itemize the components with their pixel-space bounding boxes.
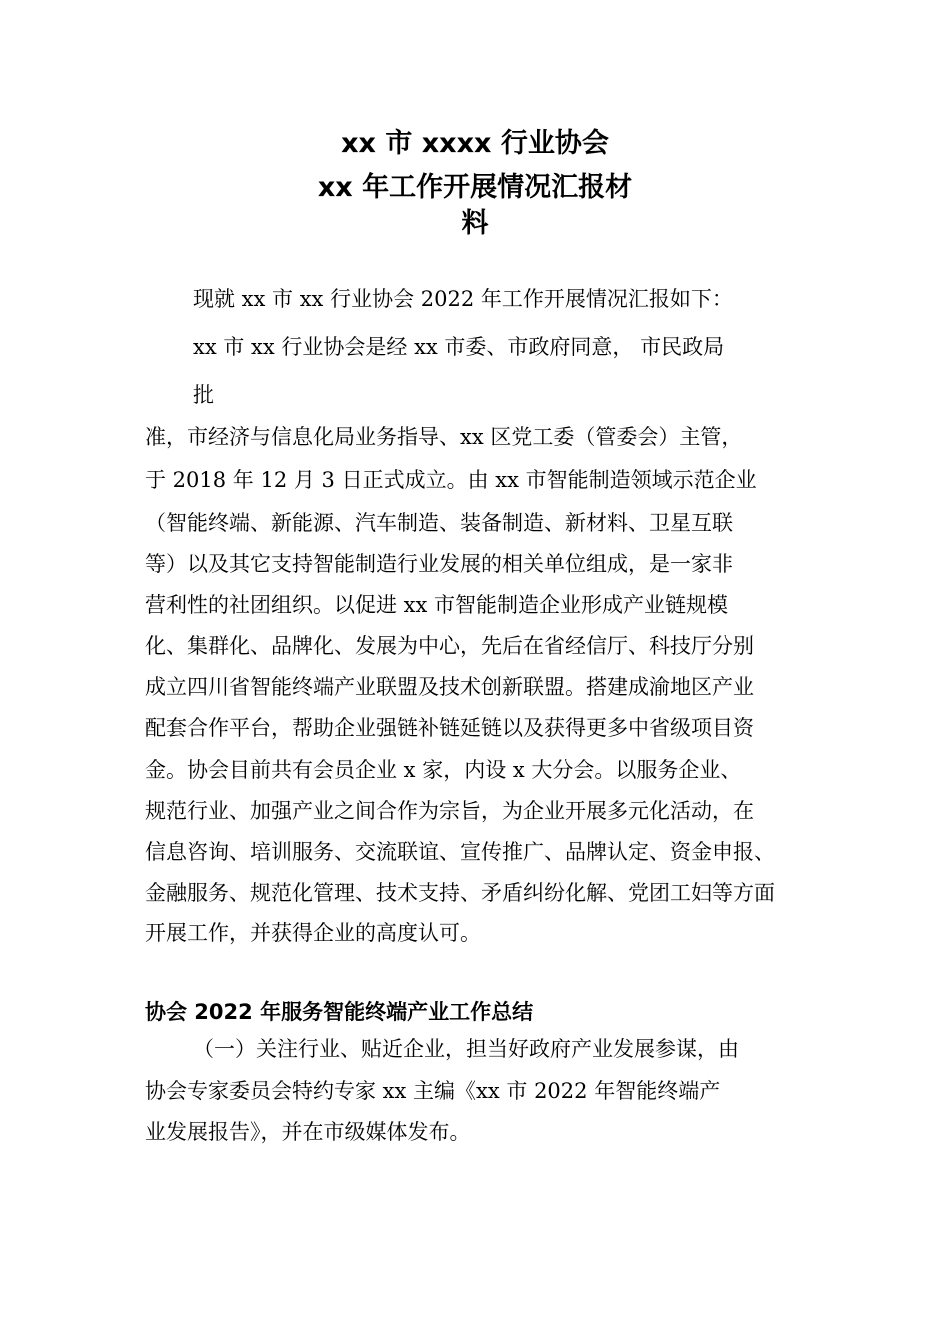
title-line-3: 料 xyxy=(461,208,489,239)
intro-line-3: 批 xyxy=(193,383,214,407)
title-line-2: xx 年工作开展情况汇报材 xyxy=(317,172,633,203)
body-line: 配套合作平台，帮助企业强链补链延链以及获得更多中省级项目资 xyxy=(145,716,754,740)
body-line: 金。协会目前共有会员企业 x 家，内设 x 大分会。以服务企业、 xyxy=(145,758,742,782)
body-line: 信息咨询、培训服务、交流联谊、宣传推广、品牌认定、资金申报、 xyxy=(145,840,775,864)
intro-line-2: xx 市 xx 行业协会是经 xx 市委、市政府同意， 市民政局 xyxy=(193,335,725,359)
section-line: 业发展报告》，并在市级媒体发布。 xyxy=(145,1120,471,1144)
body-line: 等）以及其它支持智能制造行业发展的相关单位组成，是一家非 xyxy=(145,552,733,576)
body-line: 营利性的社团组织。以促进 xx 市智能制造企业形成产业链规模 xyxy=(145,593,729,617)
body-line: 规范行业、加强产业之间合作为宗旨，为企业开展多元化活动，在 xyxy=(145,799,754,823)
body-line: 金融服务、规范化管理、技术支持、矛盾纠纷化解、党团工妇等方面 xyxy=(145,881,775,905)
body-line: 成立四川省智能终端产业联盟及技术创新联盟。搭建成渝地区产业 xyxy=(145,675,754,699)
section-heading: 协会 2022 年服务智能终端产业工作总结 xyxy=(145,1000,534,1024)
body-line: 开展工作，并获得企业的高度认可。 xyxy=(145,921,481,945)
section-line: （一）关注行业、贴近企业，担当好政府产业发展参谋，由 xyxy=(193,1037,739,1061)
section-line: 协会专家委员会特约专家 xx 主编《xx 市 2022 年智能终端产 xyxy=(145,1079,721,1103)
body-line: 准，市经济与信息化局业务指导、xx 区党工委（管委会）主管， xyxy=(145,425,743,449)
intro-line-1: 现就 xx 市 xx 行业协会 2022 年工作开展情况汇报如下： xyxy=(193,287,733,311)
body-line: （智能终端、新能源、汽车制造、装备制造、新材料、卫星互联 xyxy=(145,511,733,535)
body-line: 于 2018 年 12 月 3 日正式成立。由 xx 市智能制造领域示范企业 xyxy=(145,468,757,492)
body-line: 化、集群化、品牌化、发展为中心，先后在省经信厅、科技厅分别 xyxy=(145,634,754,658)
title-line-1: xx 市 xxxx 行业协会 xyxy=(341,128,609,159)
